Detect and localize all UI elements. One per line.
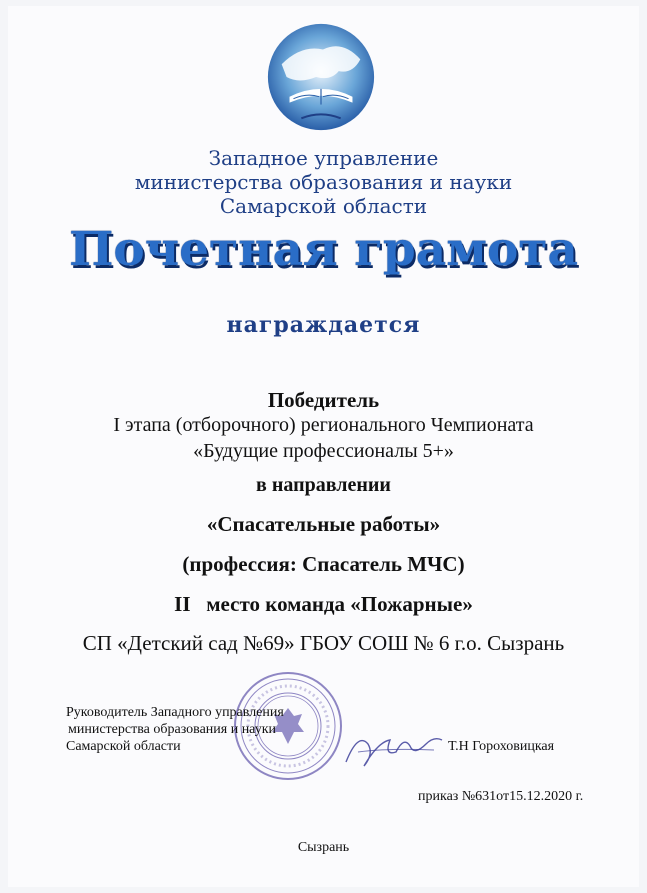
school-name: СП «Детский сад №69» ГБОУ СОШ № 6 г.о. Сызрань — [82, 631, 565, 655]
category-name: «Спасательные работы» — [206, 512, 441, 536]
place-text: II место команда «Пожарные» — [174, 592, 473, 616]
awarded-label: награждается — [226, 312, 421, 338]
profession-text: (профессия: Спасатель МЧС) — [182, 552, 465, 576]
org-line-1: Западное управление — [208, 146, 439, 170]
globe-book-emblem-icon — [262, 20, 380, 138]
signatory-name: Т.Н Гороховицкая — [448, 739, 555, 754]
certificate-title: Почетная грамота — [69, 222, 578, 277]
championship-name: «Будущие профессионалы 5+» — [193, 440, 454, 462]
city-name: Сызрань — [297, 840, 350, 855]
stage-text: I этапа (отборочного) регионального Чемпионата — [113, 414, 534, 436]
signatory-position-line-1: Руководитель Западного управления — [66, 705, 284, 720]
direction-label: в направлении — [256, 474, 391, 496]
signatory-position-line-2: министерства образования и науки — [68, 722, 276, 737]
org-line-2: министерства образования и науки — [134, 170, 513, 194]
signatory-position-line-3: Самарской области — [66, 739, 181, 754]
handwritten-signature-icon — [338, 722, 448, 777]
winner-label: Победитель — [267, 388, 380, 412]
order-reference: приказ №631от15.12.2020 г. — [418, 789, 584, 804]
org-line-3: Самарской области — [219, 194, 428, 218]
